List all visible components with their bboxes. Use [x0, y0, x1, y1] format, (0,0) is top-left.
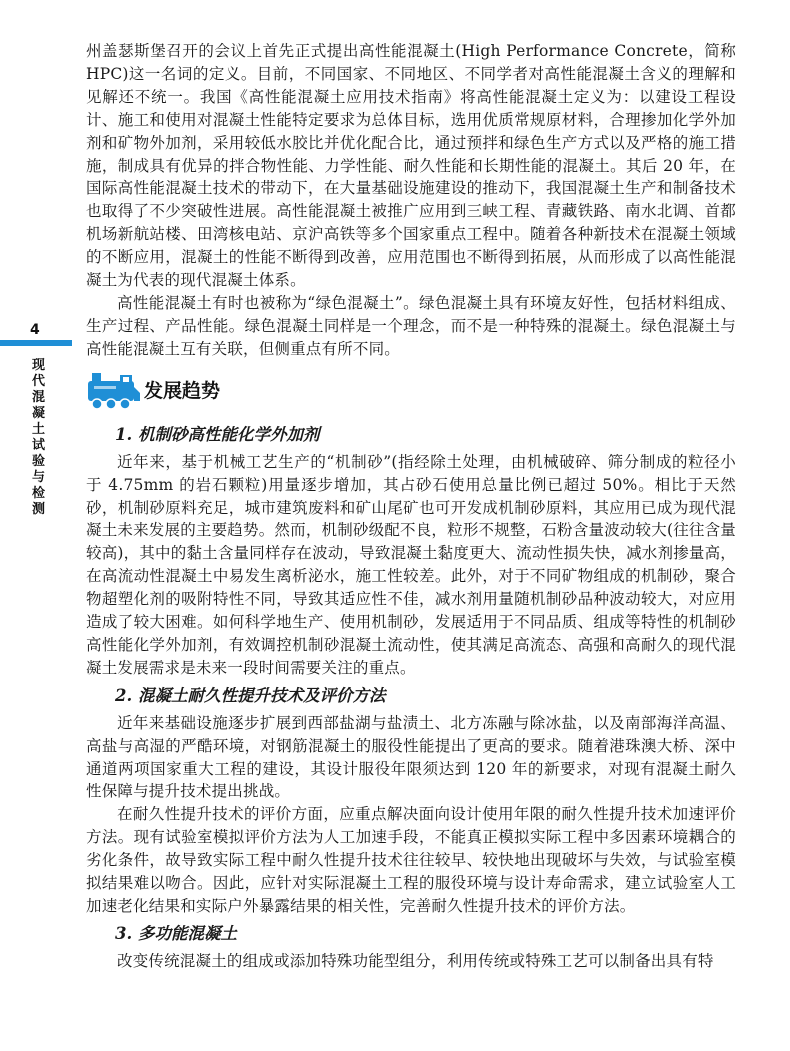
- page-number: 4: [30, 322, 40, 338]
- paragraph-machine-sand: 近年来，基于机械工艺生产的“机制砂”(指经除土处理，由机械破碎、筛分制成的粒径小于 4.75mm 的岩石颗粒)用量逐步增加，其占砂石使用总量比例已超过 50%。相比于天然砂，机制砂原料充足，城市建筑废料和矿山尾矿也可开发成机制砂原料，其应用已成为现代混凝土未来发展的主要趋势。然而，机制砂级配不良，粒形不规整，石粉含量波动较大(往往含量较高)，其中的黏土含量同样存在波动，导致混凝土黏度更大、流动性损失快，减水剂掺量高，在高流动性混凝土中易发生离析泌水，施工性较差。此外，对于不同矿物组成的机制砂，聚合物超塑化剂的吸附特性不同，导致其适应性不佳，减水剂用量随机制砂品种波动较大，对应用造成了较大困难。如何科学地生产、使用机制砂，发展适用于不同品质、组成等特性的机制砂高性能化学外加剂，有效调控机制砂混凝土流动性，使其满足高流态、高强和高耐久的现代混凝土发展需求是未来一段时间需要关注的重点。: [86, 452, 736, 677]
- paragraph-hpc-definition: 州盖瑟斯堡召开的会议上首先正式提出高性能混凝土(High Performance Concrete，简称 HPC)这一名词的定义。目前，不同国家、不同地区、不同学者对高性能混凝土含义的理解和见解还不统一。我国《高性能混凝土应用技术指南》将高性能混凝土定义为：以建设工程设计、施工和使用对混凝土性能特定要求为总体目标，选用优质常规原材料，合理掺加化学外加剂和矿物外加剂，采用较低水胶比并优化配合比，通过预拌和绿色生产方式以及严格的施工措施，制成具有优异的拌合物性能、力学性能、耐久性能和长期性能的混凝土。其后 20 年，在国际高性能混凝土技术的带动下，在大量基础设施建设的推动下，我国混凝土生产和制备技术也取得了不少突破性进展。高性能混凝土被推广应用到三峡工程、青藏铁路、南水北调、首都机场新航站楼、田湾核电站、京沪高铁等多个国家重点工程中。随着各种新技术在混凝土领域的不断应用，混凝土的性能不断得到改善，应用范围也不断得到拓展，从而形成了以高性能混凝土为代表的现代混凝土体系。: [86, 42, 736, 290]
- section-heading: [86, 367, 736, 413]
- paragraph-durability-2: 在耐久性提升技术的评价方面，应重点解决面向设计使用年限的耐久性提升技术加速评价方法。现有试验室模拟评价方法为人工加速手段，不能真正模拟实际工程中多因素环境耦合的劣化条件，故导致实际工程中耐久性提升技术往往较早、较快地出现破坏与失效，与试验室模拟结果难以吻合。因此，应针对实际混凝土工程的服役环境与设计寿命需求，建立试验室人工加速老化结果和实际户外暴露结果的相关性，完善耐久性提升技术的评价方法。: [86, 805, 736, 915]
- subheading-3: 3. 多功能混凝土: [115, 923, 237, 943]
- margin-accent-bar: [0, 340, 72, 346]
- paragraph-green-concrete: 高性能混凝土有时也被称为“绿色混凝土”。绿色混凝土具有环境友好性，包括材料组成、生产过程、产品性能。绿色混凝土同样是一个理念，而不是一种特殊的混凝土。绿色混凝土与高性能混凝土互有关联，但侧重点有所不同。: [86, 293, 736, 358]
- paragraph-durability-1: 近年来基础设施逐步扩展到西部盐湖与盐渍土、北方冻融与除冰盐，以及南部海洋高温、高盐与高湿的严酷环境，对钢筋混凝土的服役性能提出了更高的要求。随着港珠澳大桥、深中通道两项国家重大工程的建设，其设计服役年限须达到 120 年的新要求，对现有混凝土耐久性保障与提升技术提出挑战。: [86, 713, 736, 801]
- paragraph-multifunctional: 改变传统混凝土的组成或添加特殊功能型组分，利用传统或特殊工艺可以制备出具有特: [117, 951, 714, 970]
- subheading-2: 2. 混凝土耐久性提升技术及评价方法: [115, 685, 386, 705]
- train-icon: [86, 369, 140, 411]
- running-book-title: 现代混凝土试验与检测: [32, 358, 46, 517]
- subheading-1: 1. 机制砂高性能化学外加剂: [115, 424, 320, 444]
- section-title: 发展趋势: [144, 380, 221, 403]
- page-content: [86, 40, 736, 973]
